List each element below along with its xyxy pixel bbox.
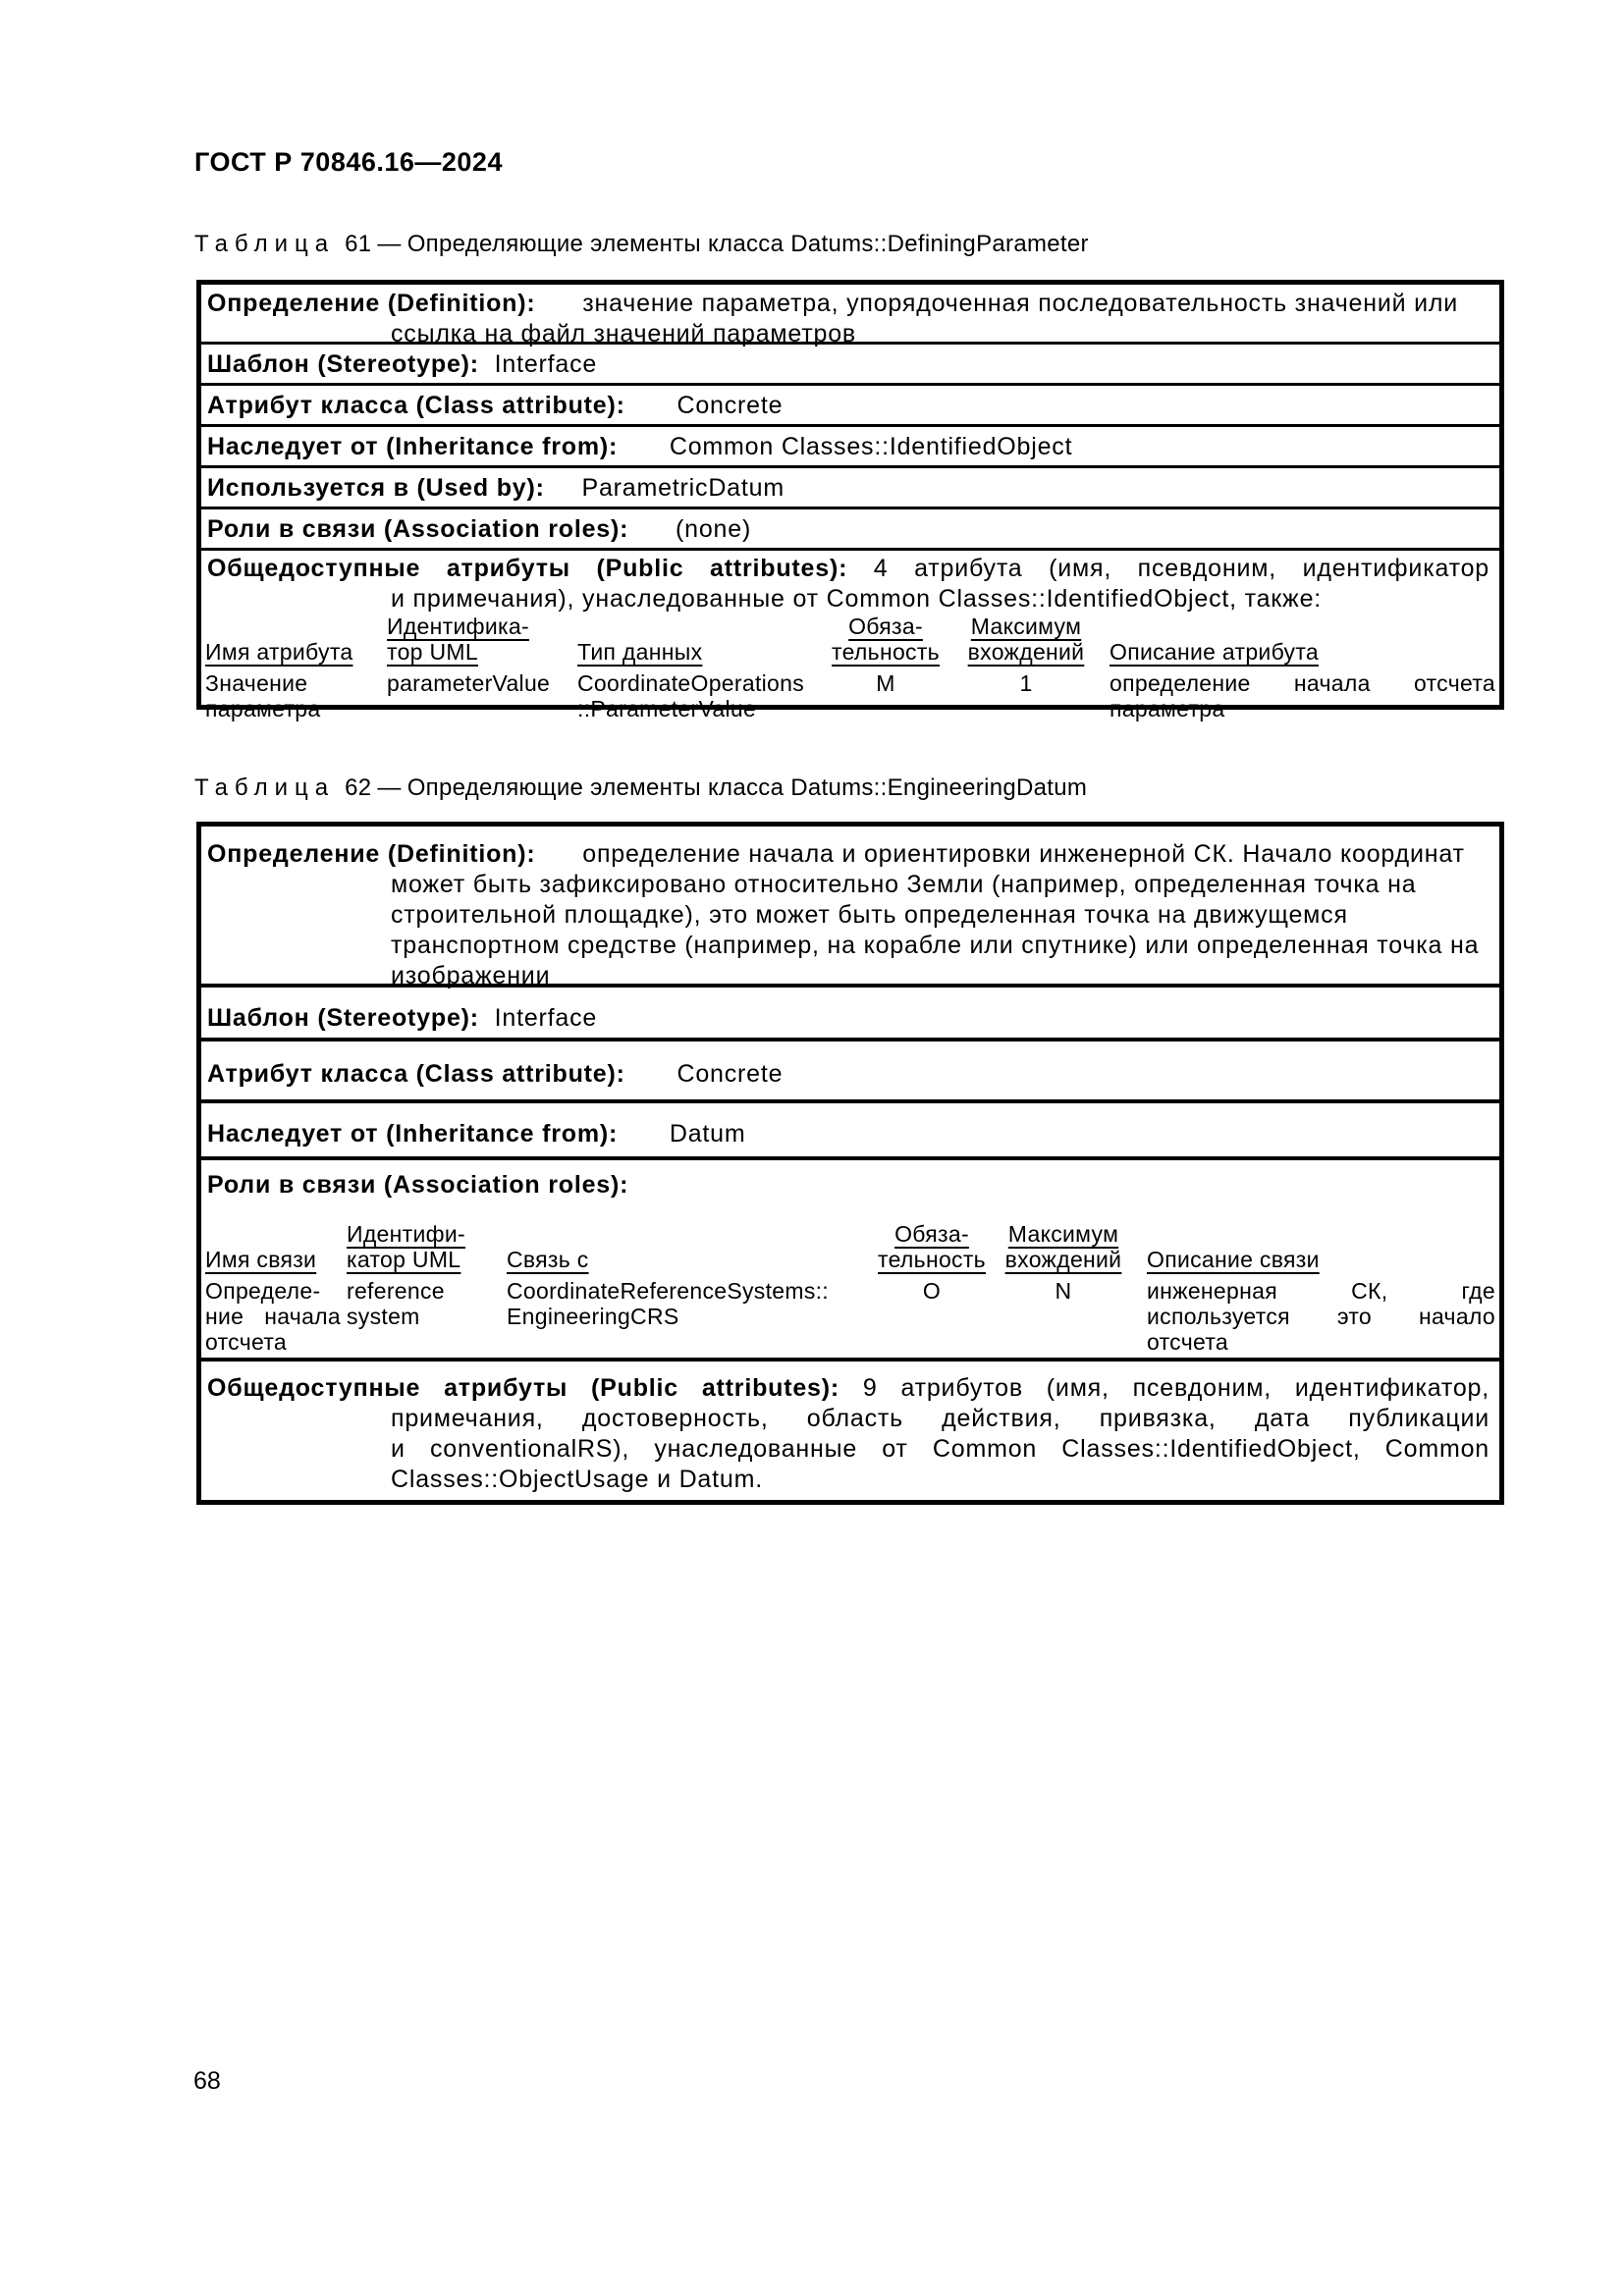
defining-parameter-table [196,280,1504,721]
row-line [207,289,1489,319]
table-row [201,465,1499,507]
column-header-line: тельность [878,1247,986,1272]
table-row [201,285,1499,347]
row-value: Interface [486,1004,598,1032]
subtable-column [577,614,818,721]
column-value-line: определение начала отсчета [1110,670,1495,696]
row-label: Роли в связи (Association roles): [207,1171,629,1199]
row-value: может быть зафиксировано относительно Земли (например, определенная точка на [391,871,1417,898]
column-header-line: Максимум [970,614,1082,639]
subtable-column-header [205,1221,341,1272]
subtable-column-header [952,614,1100,665]
row-line [391,1404,1489,1434]
row-line [391,900,1489,931]
subtable-column-values [205,670,384,721]
page-number: 68 [193,2067,221,2095]
row-line [207,1003,1489,1034]
column-header-line: Обяза- [894,1221,969,1247]
column-header-line: Описание атрибута [1110,639,1320,665]
row-value: примечания, достоверность, область действия, привязка, дата публикации [391,1405,1489,1432]
table-caption-word: Таблица [194,231,336,257]
table-row [201,507,1499,548]
row-label: Шаблон (Stereotype): [207,1004,479,1032]
row-label: Атрибут класса (Class attribute): [207,392,625,419]
table-row [201,1156,1499,1358]
column-header-line: Идентифика- [387,614,529,639]
column-value-line: parameterValue [387,670,551,696]
column-value-line: инженерная СК, где [1147,1278,1495,1304]
column-value-line: параметра [1110,696,1225,721]
row-label: Наследует от (Inheritance from): [207,1120,619,1148]
subtable-column [952,614,1100,716]
subtable-column-values [999,1278,1128,1304]
column-value-line: ние начала [205,1304,341,1329]
subtable-column-values [205,1278,341,1355]
attributes-subtable [201,614,1495,721]
subtable-column [1110,614,1495,721]
row-value: (none) [668,515,752,543]
subtable-column [873,1221,991,1353]
row-label: Используется в (Used by): [207,474,545,502]
table-caption-title: Определяющие элементы класса Datums::EngineeringDatum [406,774,1088,801]
row-value: Common Classes::IdentifiedObject [662,433,1073,460]
row-label: Роли в связи (Association roles): [207,515,629,543]
subtable-column-header [205,614,384,665]
subtable-column-header [999,1221,1128,1272]
column-value-line: 1 [1019,670,1033,696]
column-value-line: CoordinateReferenceSystems:: [507,1278,829,1304]
row-line [207,839,1489,870]
subtable-column-values [873,1278,991,1304]
row-line [207,391,1489,421]
table-row [201,1099,1499,1156]
subtable-column-header [387,614,573,665]
subtable-column-values [1147,1278,1495,1355]
table-row [201,342,1499,383]
subtable-column-values [1110,670,1495,721]
subtable-column-header [347,1221,469,1272]
subtable-column-values [952,670,1100,696]
column-header-line: тор UML [387,639,478,665]
row-label: Наследует от (Inheritance from): [207,433,619,460]
row-line [391,931,1489,961]
row-value: значение параметра, упорядоченная последовательность значений или [574,290,1459,317]
column-header-line: вхождений [1004,1247,1122,1272]
column-value-line: N [1055,1278,1072,1304]
row-line [207,1373,1489,1404]
row-line [207,1119,1489,1149]
row-line [391,584,1489,614]
subtable-column [1147,1221,1495,1353]
column-value-line: system [347,1304,420,1329]
column-header-line: Идентифи- [347,1221,465,1247]
table-row [201,984,1499,1038]
row-label: Определение (Definition): [207,840,536,868]
table-row [201,424,1499,465]
column-value-line: параметра [205,696,321,721]
row-line [391,1434,1489,1465]
row-value: ссылка на файл значений параметров [391,320,857,347]
table-row [201,1038,1499,1099]
subtable-column-header [823,614,948,665]
column-header-line: тельность [832,639,940,665]
row-line [391,870,1489,900]
row-label: Определение (Definition): [207,290,536,317]
column-value-line: Значение [205,670,308,696]
row-value: 4 атрибута (имя, псевдоним, идентификатор [847,555,1490,582]
subtable-column-values [823,670,948,696]
row-value: определение начала и ориентировки инженерной СК. Начало координат [574,840,1465,868]
table-caption-dash: — [377,774,402,801]
table-caption-number: 62 [345,774,372,801]
row-line [207,554,1489,584]
subtable-column-header [873,1221,991,1272]
table-caption-word: Таблица [194,774,336,801]
table-caption-dash: — [377,231,402,257]
column-header-line: вхождений [967,639,1085,665]
subtable-column-values [347,1278,469,1329]
column-header-line: Описание связи [1147,1247,1320,1272]
row-value: изображении [391,962,551,989]
table-61-caption [194,231,1089,258]
subtable-column-values [577,670,818,721]
table-row [201,1358,1499,1500]
subtable-column-values [387,670,573,696]
row-value: Datum [662,1120,746,1148]
table-row [201,383,1499,424]
attributes-subtable [201,1221,1495,1353]
column-value-line: используется это начало отсчета [1147,1304,1495,1355]
column-value-line: Определе- [205,1278,321,1304]
row-value: транспортном средстве (например, на корабле или спутнике) или определенная точка на [391,932,1480,959]
row-value: 9 атрибутов (имя, псевдоним, идентификатор, [839,1374,1490,1402]
row-line [207,514,1489,545]
column-value-line: М [876,670,895,696]
column-value-line: reference [347,1278,445,1304]
table-row [201,827,1499,989]
column-header-line: Тип данных [577,639,703,665]
column-header-line: Связь с [507,1247,589,1272]
subtable-column-header [577,614,818,665]
row-line [207,473,1489,504]
row-line [207,432,1489,462]
row-line [207,349,1489,380]
row-value: и примечания), унаследованные от Common Classes::IdentifiedObject, также: [391,585,1323,613]
row-value: ParametricDatum [573,474,785,502]
table-62-caption [194,774,1087,802]
column-header-line: Обяза- [848,614,923,639]
table-caption-title: Определяющие элементы класса Datums::DefiningParameter [406,231,1089,257]
subtable-column-header [507,1221,865,1272]
row-line [207,1170,1489,1201]
row-value: Classes::ObjectUsage и Datum. [391,1466,763,1493]
row-value: строительной площадке), это может быть определенная точка на движущемся [391,901,1348,929]
table-row [201,548,1499,721]
column-value-line: CoordinateOperations [577,670,805,696]
subtable-column-values [507,1278,865,1329]
column-header-line: Имя атрибута [205,639,353,665]
column-value-line: EngineeringCRS [507,1304,679,1329]
row-label: Шаблон (Stereotype): [207,350,479,378]
row-label: Общедоступные атрибуты (Public attributes): [207,555,848,582]
engineering-datum-table [196,822,1504,1505]
column-header-line: катор UML [347,1247,461,1272]
subtable-column-header [1110,614,1495,665]
row-value: и conventionalRS), унаследованные от Common Classes::IdentifiedObject, Common [391,1435,1489,1463]
subtable-column [347,1221,469,1353]
row-value: Interface [486,350,598,378]
subtable-column [823,614,948,716]
row-label: Атрибут класса (Class attribute): [207,1060,625,1088]
column-value-line: отсчета [205,1329,287,1355]
table-caption-number: 61 [345,231,372,257]
column-value-line: ::ParameterValue [577,696,757,721]
column-value-line: О [922,1278,942,1304]
subtable-column [507,1221,865,1353]
column-header-line: Имя связи [205,1247,317,1272]
row-line [207,1059,1489,1090]
row-value: Concrete [669,1060,784,1088]
subtable-column-header [1147,1221,1495,1272]
column-header-line: Максимум [1007,1221,1119,1247]
standard-code-header: ГОСТ Р 70846.16—2024 [194,147,503,177]
subtable-column [205,1221,341,1353]
row-value: Concrete [669,392,784,419]
row-label: Общедоступные атрибуты (Public attributes): [207,1374,840,1402]
subtable-column [205,614,384,721]
row-line [391,1465,1489,1495]
subtable-column [999,1221,1128,1353]
subtable-column [387,614,573,716]
